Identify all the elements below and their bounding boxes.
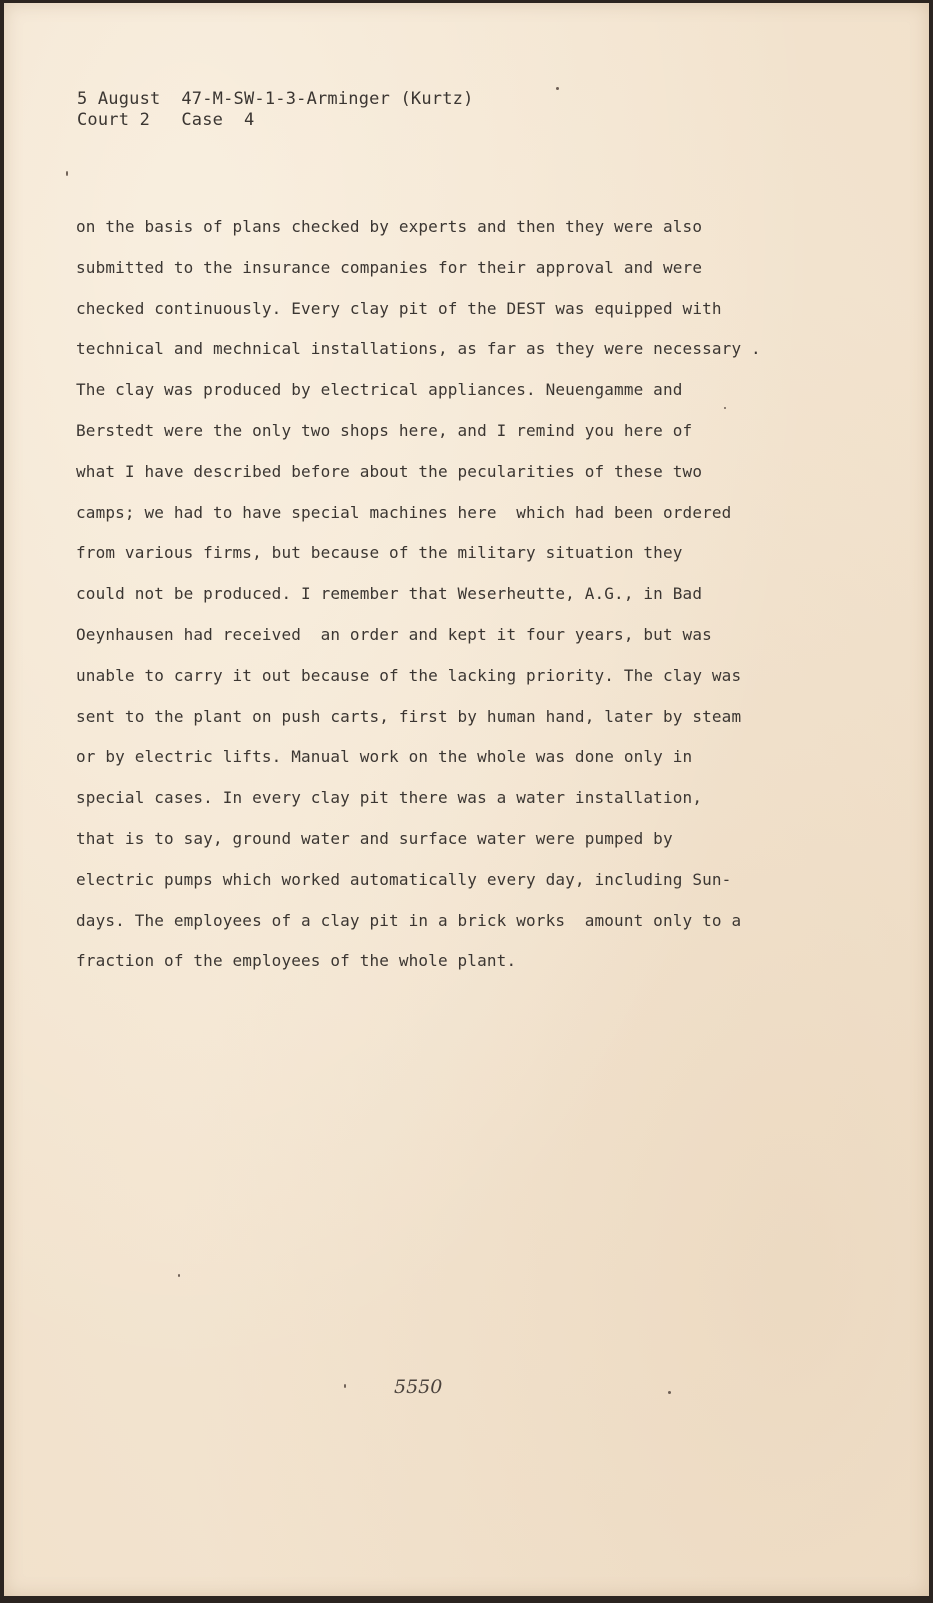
header-court-case-line: Court 2 Case 4 xyxy=(77,110,255,130)
body-line: sent to the plant on push carts, first by human hand, later by steam xyxy=(76,706,742,726)
body-line: on the basis of plans checked by experts and then they were also xyxy=(76,217,703,236)
body-line: from various firms, but because of the military situation they xyxy=(76,543,683,563)
page-number: 5550 xyxy=(394,1376,443,1398)
body-line: submitted to the insurance companies for their approval and were xyxy=(76,257,703,277)
body-line: electric pumps which worked automatically every day, including Sun- xyxy=(76,869,732,889)
body-line: special cases. In every clay pit there was a water installation, xyxy=(76,788,703,808)
document-page xyxy=(4,3,929,1596)
body-line: Oeynhausen had received an order and kept it four years, but was xyxy=(76,624,712,644)
body-line: camps; we had to have special machines here which had been ordered xyxy=(76,502,732,522)
body-line: The clay was produced by electrical appliances. Neuengamme and xyxy=(76,380,683,400)
paper-speck xyxy=(344,1384,346,1388)
body-line: days. The employees of a clay pit in a brick works amount only to a xyxy=(76,910,742,930)
body-line: technical and mechnical installations, as far as they were necessary . xyxy=(76,339,761,359)
header-date-file-line: 5 August 47-M-SW-1-3-Arminger (Kurtz) xyxy=(77,89,474,109)
body-line: Berstedt were the only two shops here, and I remind you here of xyxy=(76,420,693,440)
paper-speck xyxy=(668,1391,671,1394)
paper-speck xyxy=(556,87,559,90)
body-line: checked continuously. Every clay pit of the DEST was equipped with xyxy=(76,298,722,318)
body-line: or by electric lifts. Manual work on the whole was done only in xyxy=(76,747,693,767)
body-line: what I have described before about the pecularities of these two xyxy=(76,461,703,481)
paper-speck xyxy=(724,407,726,409)
paper-speck xyxy=(178,1274,180,1277)
body-line: unable to carry it out because of the lacking priority. The clay was xyxy=(76,665,742,685)
body-line: fraction of the employees of the whole plant. xyxy=(76,951,517,971)
paper-speck xyxy=(66,171,68,176)
document-header xyxy=(77,89,474,131)
body-line: could not be produced. I remember that Weserheutte, A.G., in Bad xyxy=(76,584,703,604)
body-line: that is to say, ground water and surface water were pumped by xyxy=(76,828,673,848)
transcript-body xyxy=(76,207,796,982)
